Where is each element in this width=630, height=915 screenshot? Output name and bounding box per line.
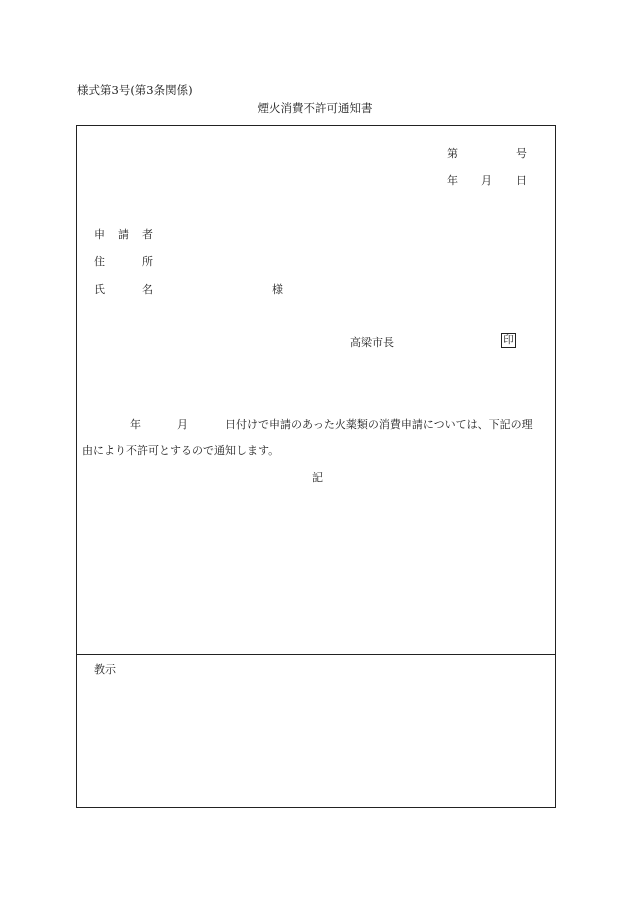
date-year: 年 [447, 174, 458, 187]
body-line2: 由により不許可とするので通知します。 [82, 444, 280, 457]
date-month: 月 [481, 174, 492, 187]
issuer-title: 高梁市長 [350, 336, 394, 349]
applicant-heading-char-2: 請 [118, 228, 129, 241]
seal-mark: 印 [501, 333, 516, 348]
address-label-char-1: 住 [94, 255, 105, 268]
document-title: 煙火消費不許可通知書 [257, 101, 373, 115]
body-month: 月 [177, 418, 188, 431]
applicant-heading-char-3: 者 [142, 228, 153, 241]
number-prefix: 第 [447, 147, 458, 160]
body-line1-rest: 日付けで申請のあった火薬類の消費申請については、下記の理 [225, 418, 533, 431]
applicant-heading-char-1: 申 [94, 228, 105, 241]
date-day: 日 [516, 174, 527, 187]
address-label-char-2: 所 [142, 255, 153, 268]
ki-heading: 記 [312, 471, 323, 484]
name-label-char-2: 名 [142, 283, 153, 296]
instruction-label: 教示 [94, 663, 116, 676]
honorific-sama: 様 [272, 283, 283, 296]
number-suffix: 号 [516, 147, 527, 160]
name-label-char-1: 氏 [94, 283, 105, 296]
body-year: 年 [130, 418, 141, 431]
instruction-divider [76, 654, 556, 655]
form-reference: 様式第3号(第3条関係) [77, 83, 193, 97]
